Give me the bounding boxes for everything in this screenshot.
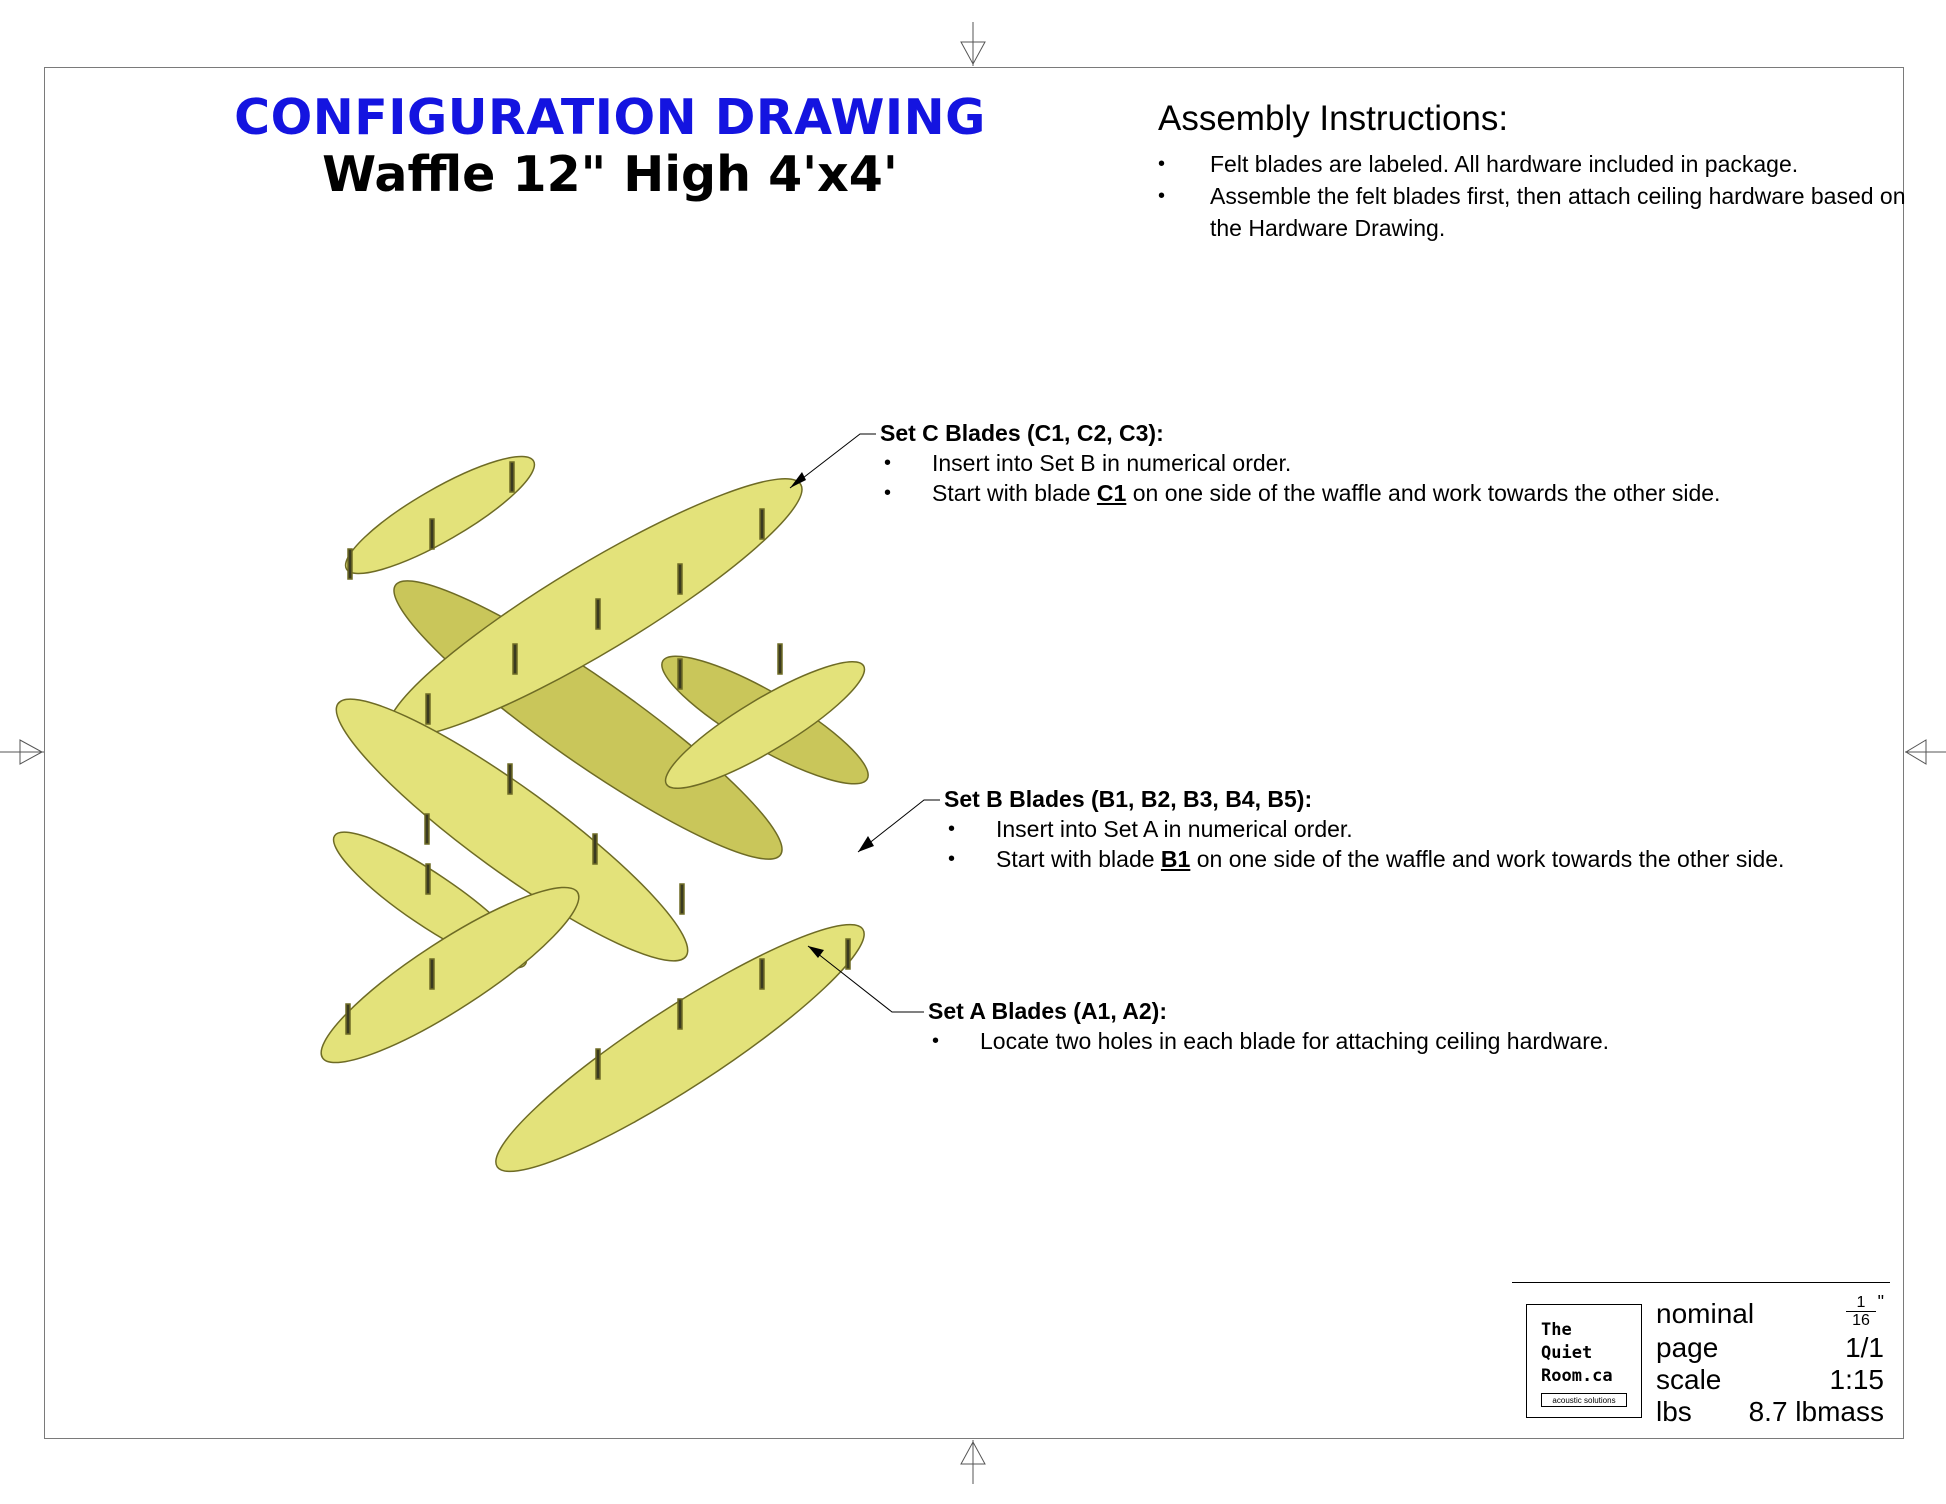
scale-value: 1:15 [1829, 1364, 1884, 1395]
logo-line: Room.ca [1541, 1366, 1613, 1386]
set-b-note [944, 784, 1784, 874]
drawing-title: CONFIGURATION DRAWING [234, 89, 986, 146]
title-block-divider [1512, 1282, 1890, 1283]
set-c-note [880, 418, 1720, 508]
assembly-item-text: Assemble the felt blades first, then attach ceiling hardware based on the Hardware Drawing. [1210, 183, 1906, 241]
scale-label: scale [1656, 1364, 1722, 1395]
logo-line: Quiet [1541, 1343, 1593, 1363]
page-value: 1/1 [1845, 1332, 1884, 1363]
set-c-item [880, 478, 1720, 508]
nominal-denominator: 16 [1852, 1312, 1870, 1329]
set-b-item-text: Insert into Set A in numerical order. [996, 816, 1353, 842]
bullet: • [884, 452, 892, 474]
set-c-item-post: on one side of the waffle and work towards the other side. [1126, 480, 1721, 506]
bullet: • [948, 848, 956, 870]
set-a-note [928, 996, 1609, 1056]
set-a-heading: Set A Blades (A1, A2): [928, 998, 1167, 1024]
lbs-label: lbs [1656, 1396, 1692, 1427]
logo-tagline: acoustic solutions [1541, 1393, 1627, 1407]
nominal-unit: " [1877, 1292, 1884, 1312]
assembly-heading: Assembly Instructions: [1158, 99, 1509, 138]
bullet: • [884, 482, 892, 504]
set-c-item-pre: Start with blade [932, 480, 1097, 506]
bullet: • [1158, 153, 1166, 175]
drawing-subtitle: Waffle 12" High 4'x4' [322, 146, 898, 203]
bullet: • [1158, 185, 1166, 207]
set-c-blade-label: C1 [1096, 480, 1127, 506]
assembly-item-text: Felt blades are labeled. All hardware included in package. [1210, 151, 1799, 177]
set-c-heading: Set C Blades (C1, C2, C3): [880, 420, 1164, 446]
set-b-heading: Set B Blades (B1, B2, B3, B4, B5): [944, 786, 1313, 812]
nominal-fraction [1846, 1292, 1884, 1329]
page-label: page [1656, 1332, 1719, 1363]
set-b-item [944, 844, 1784, 874]
set-a-item [928, 1026, 1609, 1056]
logo-text [1541, 1319, 1613, 1388]
set-b-blade-label: B1 [1160, 846, 1191, 872]
company-logo [1526, 1304, 1642, 1418]
set-b-item-post: on one side of the waffle and work towards the other side. [1190, 846, 1785, 872]
bullet: • [948, 818, 956, 840]
lbs-value: 8.7 lbmass [1748, 1396, 1884, 1427]
blade-c1 [333, 438, 546, 591]
set-c-item-text: Insert into Set B in numerical order. [932, 450, 1292, 476]
nominal-numerator: 1 [1846, 1294, 1876, 1312]
set-a-item-text: Locate two holes in each blade for attaching ceiling hardware. [980, 1028, 1610, 1054]
bullet: • [932, 1030, 940, 1052]
set-b-item [944, 814, 1784, 844]
title-block [1512, 1282, 1892, 1432]
leader-arrow-b [858, 836, 874, 852]
logo-line: The [1541, 1320, 1572, 1340]
nominal-label: nominal [1656, 1298, 1755, 1329]
set-c-item [880, 448, 1720, 478]
set-b-item-pre: Start with blade [996, 846, 1161, 872]
